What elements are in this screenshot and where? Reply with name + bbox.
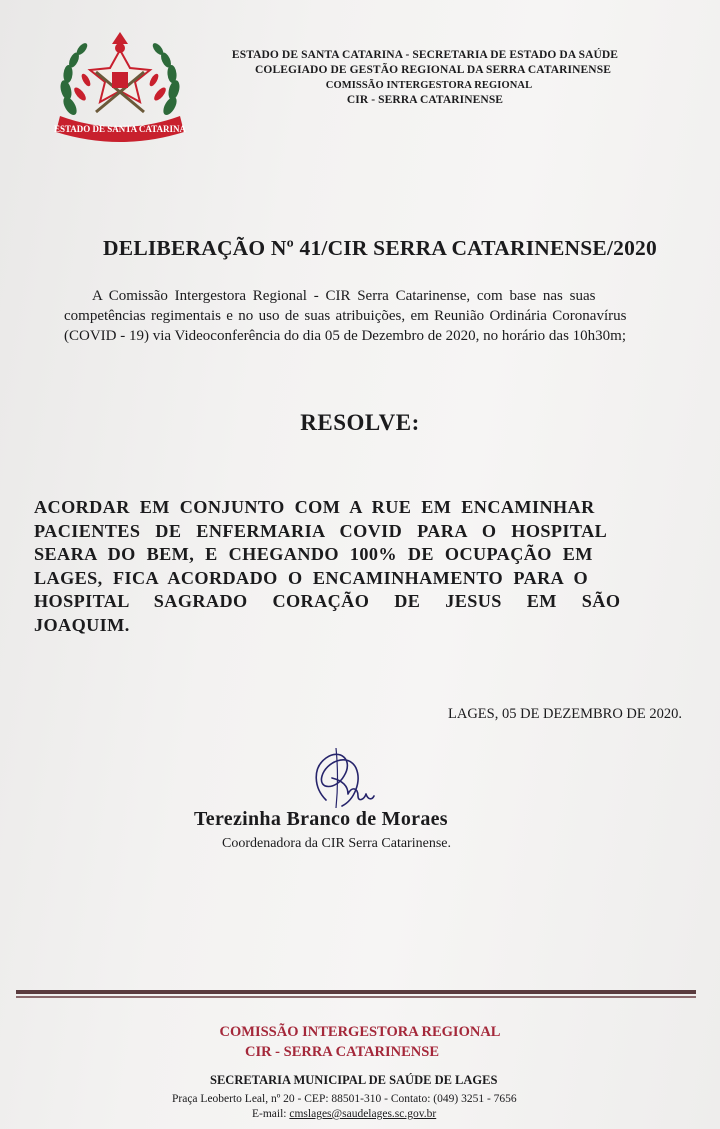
footer-email-label: E-mail: xyxy=(252,1108,287,1120)
resolution-line: JOAQUIM. xyxy=(34,614,130,635)
date-line: LAGES, 05 DE DEZEMBRO DE 2020. xyxy=(448,706,683,722)
coat-of-arms-logo xyxy=(52,28,188,146)
resolution-line: LAGES, FICA ACORDADO O ENCAMINHAMENTO PARA O xyxy=(34,567,589,588)
header-line-cir: CIR - SERRA CATARINENSE xyxy=(346,94,504,106)
signer-role: Coordenadora da CIR Serra Catarinense. xyxy=(222,836,451,851)
resolution-text xyxy=(34,496,688,637)
intro-line: (COVID - 19) via Videoconferência do dia 05 de Dezembro de 2020, no horário das 10h30m; xyxy=(64,328,626,344)
signer-name: Terezinha Branco de Moraes xyxy=(194,808,448,830)
intro-line: A Comissão Intergestora Regional - CIR Serra Catarinense, com base nas suas xyxy=(92,288,596,304)
footer-organization xyxy=(150,1022,570,1062)
document-title: DELIBERAÇÃO Nº 41/CIR SERRA CATARINENSE/2020 xyxy=(103,236,657,260)
resolution-line: HOSPITAL SAGRADO CORAÇÃO DE JESUS EM SÃO xyxy=(34,591,621,611)
footer-email-link[interactable]: cmslages@saudelages.sc.gov.br xyxy=(289,1108,437,1120)
resolution-line: PACIENTES DE ENFERMARIA COVID PARA O HOSPITAL xyxy=(34,520,608,541)
crest-banner-text: ESTADO DE SANTA CATARINA xyxy=(53,124,187,134)
intro-paragraph xyxy=(64,286,690,346)
footer-address: Praça Leoberto Leal, nº 20 - CEP: 88501-310 - Contato: (049) 3251 - 7656 xyxy=(172,1093,517,1105)
intro-line: competências regimentais e no uso de suas atribuições, em Reunião Ordinária Coronavírus xyxy=(64,308,627,324)
issuing-body-header xyxy=(190,48,660,108)
resolution-line: SEARA DO BEM, E CHEGANDO 100% DE OCUPAÇÃO EM xyxy=(34,544,593,564)
footer-org-line: COMISSÃO INTERGESTORA REGIONAL xyxy=(219,1024,501,1040)
handwritten-signature xyxy=(296,738,386,818)
footer-divider-thin xyxy=(16,996,696,998)
footer-org-line: CIR - SERRA CATARINENSE xyxy=(244,1044,440,1060)
header-line-state: ESTADO DE SANTA CATARINA - SECRETARIA DE ESTADO DA SAÚDE xyxy=(231,49,619,61)
footer-secretariat: SECRETARIA MUNICIPAL DE SAÚDE DE LAGES xyxy=(210,1073,498,1087)
footer-divider xyxy=(16,990,696,994)
footer-email-row xyxy=(252,1108,436,1120)
resolve-heading: RESOLVE: xyxy=(300,410,420,435)
resolution-line: ACORDAR EM CONJUNTO COM A RUE EM ENCAMINHAR xyxy=(34,497,595,517)
header-line-commission: COMISSÃO INTERGESTORA REGIONAL xyxy=(325,80,533,91)
header-line-collegiate: COLEGIADO DE GESTÃO REGIONAL DA SERRA CATARINENSE xyxy=(255,64,611,76)
